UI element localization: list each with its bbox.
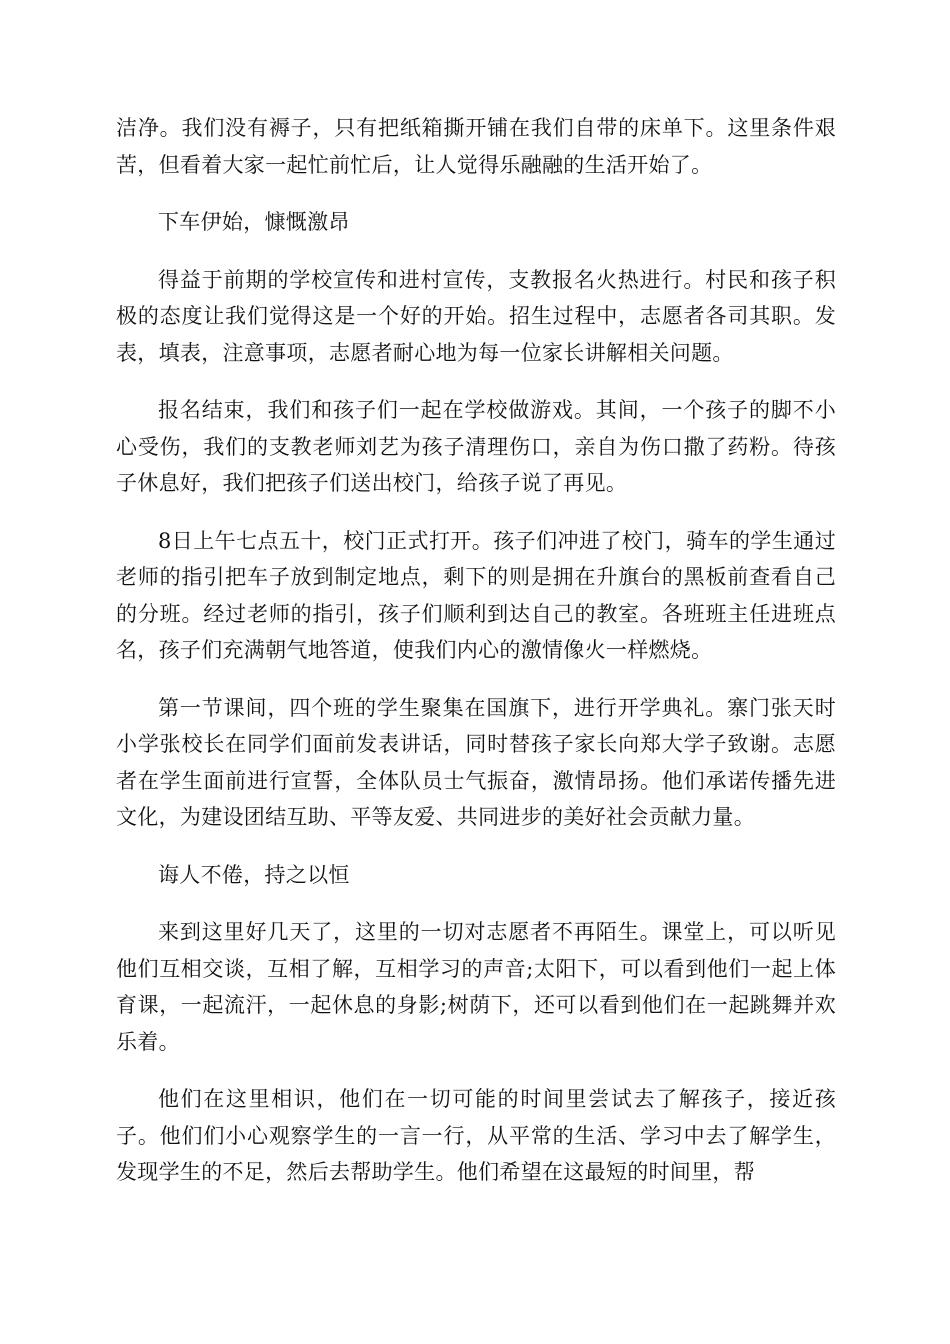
paragraph-1: 洁净。我们没有褥子，只有把纸箱撕开铺在我们自带的床单下。这里条件艰苦，但看着大家一起忙前忙后，让人觉得乐融融的生活开始了。 <box>116 116 836 177</box>
section-heading-2: 诲人不倦，持之以恒 <box>158 862 350 887</box>
paragraph-6: 来到这里好几天了，这里的一切对志愿者不再陌生。课堂上，可以听见他们互相交谈，互相了解，互相学习的声音;太阳下，可以看到他们一起上体育课，一起流汗，一起休息的身影;树荫下，还可以看到他们在一起跳舞并欢乐着。 <box>116 920 836 1054</box>
paragraph-4: 8日上午七点五十，校门正式打开。孩子们冲进了校门，骑车的学生通过老师的指引把车子放到制定地点，剩下的则是拥在升旗台的黑板前查看自己的分班。经过老师的指引，孩子们顺利到达自己的教室。各班班主任进班点名，孩子们充满朝气地答道，使我们内心的激情像火一样燃烧。 <box>116 528 836 662</box>
paragraph-2: 得益于前期的学校宣传和进村宣传，支教报名火热进行。村民和孩子积极的态度让我们觉得这是一个好的开始。招生过程中，志愿者各司其职。发表，填表，注意事项，志愿者耐心地为每一位家长讲解相关问题。 <box>116 267 836 365</box>
paragraph-5: 第一节课间，四个班的学生聚集在国旗下，进行开学典礼。寨门张天时小学张校长在同学们面前发表讲话，同时替孩子家长向郑大学子致谢。志愿者在学生面前进行宣誓，全体队员士气振奋，激情昂扬。他们承诺传播先进文化，为建设团结互助、平等友爱、共同进步的美好社会贡献力量。 <box>116 695 836 829</box>
paragraph-3: 报名结束，我们和孩子们一起在学校做游戏。其间，一个孩子的脚不小心受伤，我们的支教老师刘艺为孩子清理伤口，亲自为伤口撒了药粉。待孩子休息好，我们把孩子们送出校门，给孩子说了再见。 <box>116 398 836 495</box>
document-page <box>116 110 836 1212</box>
paragraph-7: 他们在这里相识，他们在一切可能的时间里尝试去了解孩子，接近孩子。他们们小心观察学生的一言一行，从平常的生活、学习中去了解学生，发现学生的不足，然后去帮助学生。他们希望在这最短的时间里，帮 <box>116 1087 836 1184</box>
section-heading-1: 下车伊始，慷慨激昂 <box>158 210 350 234</box>
